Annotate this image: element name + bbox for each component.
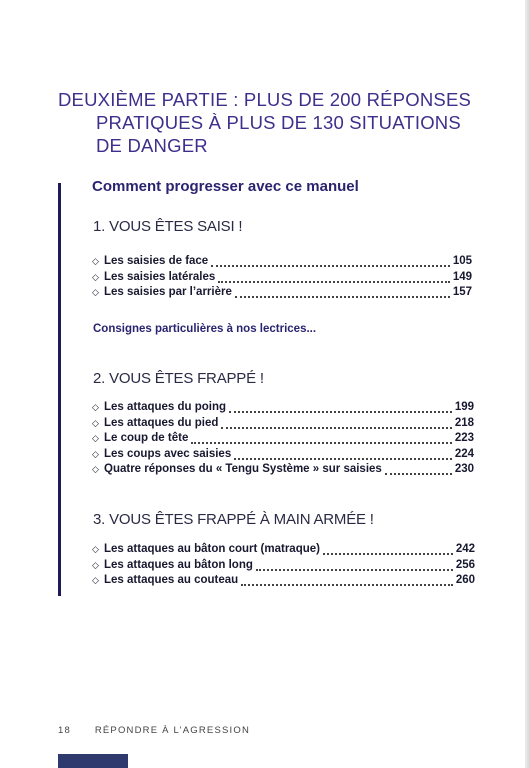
toc-entry-label: Quatre réponses du « Tengu Système » sur saisies — [104, 463, 382, 475]
toc-entry-page: 223 — [454, 432, 474, 444]
toc-entry-page: 218 — [454, 416, 474, 429]
toc-entry-page: 224 — [454, 447, 474, 460]
vertical-rule — [58, 183, 61, 596]
toc-entry-label: Les attaques du pied — [104, 416, 219, 429]
toc-list-1 — [92, 255, 472, 302]
dot-leader — [234, 457, 452, 460]
dot-leader — [229, 410, 452, 413]
toc-entry-page: 157 — [452, 286, 472, 298]
diamond-icon: ◇ — [92, 417, 99, 428]
dot-leader — [241, 583, 453, 586]
toc-entry-label: Les saisies par l’arrière — [104, 286, 232, 298]
part-title-line-3: DE DANGER — [96, 135, 208, 157]
diamond-icon: ◇ — [92, 464, 99, 474]
diamond-icon: ◇ — [92, 256, 99, 266]
dot-leader — [191, 441, 451, 444]
section-title-2: 2. VOUS ÊTES FRAPPÉ ! — [93, 370, 264, 387]
toc-entry — [92, 559, 475, 575]
section-title-1: 1. VOUS ÊTES SAISI ! — [93, 218, 243, 235]
diamond-icon: ◇ — [92, 544, 99, 554]
page-number: 18 — [58, 725, 71, 736]
part-title-line-2: PRATIQUES À PLUS DE 130 SITUATIONS — [96, 112, 461, 134]
toc-entry — [92, 432, 474, 448]
part-title-line-1: DEUXIÈME PARTIE : PLUS DE 200 RÉPONSES — [58, 89, 472, 111]
toc-entry — [92, 271, 472, 287]
footer-color-bar — [58, 754, 128, 768]
dot-leader — [323, 552, 453, 555]
toc-entry-label: Les saisies de face — [104, 255, 209, 267]
diamond-icon: ◇ — [92, 271, 99, 282]
toc-entry-page: 260 — [455, 574, 475, 586]
intro-heading: Comment progresser avec ce manuel — [92, 178, 359, 195]
toc-list-2 — [92, 401, 474, 479]
readers-note: Consignes particulières à nos lectrices... — [93, 323, 317, 335]
toc-entry-page: 242 — [455, 543, 475, 555]
toc-entry-page: 230 — [454, 463, 474, 475]
dot-leader — [235, 295, 450, 298]
toc-list-3 — [92, 543, 475, 590]
diamond-icon: ◇ — [92, 575, 99, 585]
toc-entry — [92, 417, 474, 433]
running-title: RÉPONDRE À L’AGRESSION — [94, 725, 251, 736]
toc-entry-page: 199 — [454, 401, 474, 413]
toc-entry-page: 149 — [452, 270, 472, 283]
dot-leader — [211, 264, 450, 267]
dot-leader — [385, 472, 452, 475]
toc-entry-label: Les coups avec saisies — [104, 447, 232, 460]
section-title-3: 3. VOUS ÊTES FRAPPÉ À MAIN ARMÉE ! — [93, 511, 374, 528]
toc-entry-page: 105 — [452, 255, 472, 267]
toc-entry-label: Les attaques du poing — [104, 401, 227, 413]
toc-entry — [92, 574, 475, 590]
toc-entry-label: Les attaques au couteau — [104, 574, 239, 586]
diamond-icon: ◇ — [92, 287, 99, 297]
toc-entry — [92, 463, 474, 479]
diamond-icon: ◇ — [92, 402, 99, 412]
diamond-icon: ◇ — [92, 448, 99, 459]
toc-entry — [92, 448, 474, 464]
diamond-icon: ◇ — [92, 433, 99, 443]
dot-leader — [256, 568, 453, 571]
toc-entry-label: Les attaques au bâton long — [104, 558, 253, 571]
diamond-icon: ◇ — [92, 559, 99, 570]
toc-entry-label: Le coup de tête — [104, 432, 189, 444]
toc-entry-label: Les attaques au bâton court (matraque) — [104, 543, 320, 555]
dot-leader — [218, 280, 450, 283]
toc-entry — [92, 401, 474, 417]
page-footer — [58, 725, 250, 736]
toc-entry-page: 256 — [455, 558, 475, 571]
page-edge — [525, 0, 530, 768]
toc-entry — [92, 543, 475, 559]
dot-leader — [221, 426, 451, 429]
part-title — [58, 88, 478, 157]
toc-entry — [92, 255, 472, 271]
toc-entry-label: Les saisies latérales — [104, 270, 216, 283]
toc-entry — [92, 286, 472, 302]
